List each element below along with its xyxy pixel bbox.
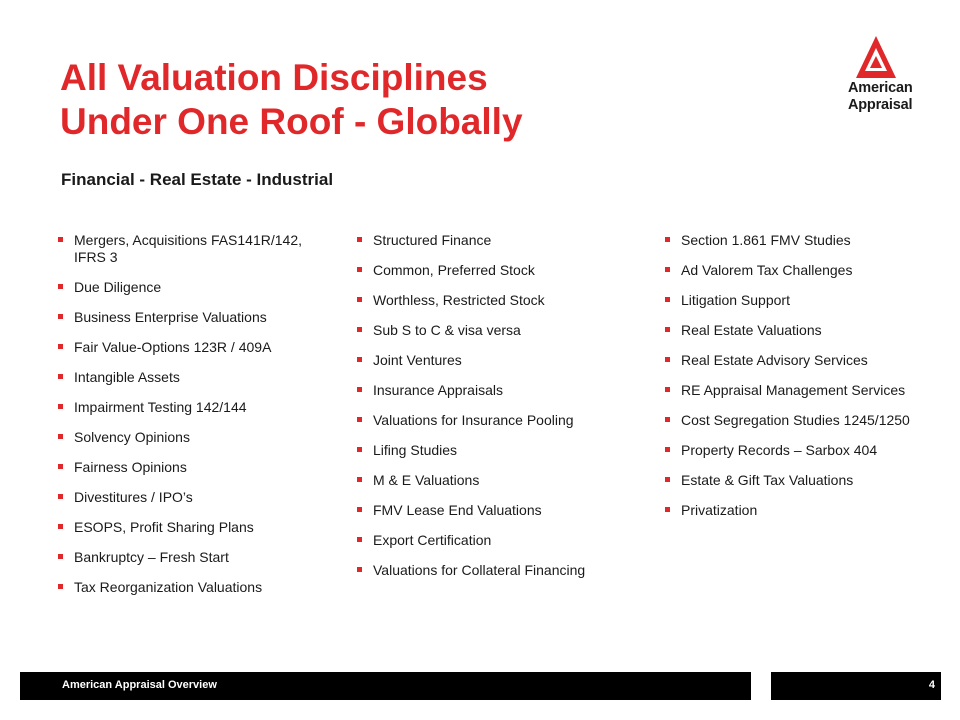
square-bullet-icon — [665, 477, 670, 482]
list-item-label: Structured Finance — [373, 232, 492, 248]
square-bullet-icon — [58, 554, 63, 559]
list-item-label: Mergers, Acquisitions FAS141R/142, IFRS 3 — [74, 232, 303, 265]
slide-title — [60, 56, 820, 144]
list-item-label: Section 1.861 FMV Studies — [681, 232, 851, 248]
services-column-2 — [357, 232, 647, 592]
list-item — [58, 309, 328, 326]
square-bullet-icon — [58, 344, 63, 349]
services-column-1 — [58, 232, 328, 609]
list-item — [357, 502, 647, 519]
square-bullet-icon — [58, 374, 63, 379]
list-item — [357, 532, 647, 549]
list-item-label: Estate & Gift Tax Valuations — [681, 472, 854, 488]
square-bullet-icon — [665, 417, 670, 422]
list-item — [665, 232, 915, 249]
square-bullet-icon — [357, 327, 362, 332]
list-item — [665, 412, 915, 429]
square-bullet-icon — [58, 494, 63, 499]
list-item-label: Solvency Opinions — [74, 429, 190, 445]
square-bullet-icon — [665, 237, 670, 242]
list-item — [58, 489, 328, 506]
list-item — [58, 549, 328, 566]
square-bullet-icon — [58, 284, 63, 289]
list-item-label: Ad Valorem Tax Challenges — [681, 262, 853, 278]
title-line-2: Under One Roof - Globally — [60, 101, 523, 142]
title-line-1: All Valuation Disciplines — [60, 57, 488, 98]
list-item-label: Lifing Studies — [373, 442, 458, 458]
list-item-label: ESOPS, Profit Sharing Plans — [74, 519, 254, 535]
list-item-label: Joint Ventures — [373, 352, 462, 368]
list-item — [665, 262, 915, 279]
list-item — [665, 382, 915, 399]
list-item-label: Divestitures / IPO’s — [74, 489, 193, 505]
list-item-label: Litigation Support — [681, 292, 790, 308]
square-bullet-icon — [58, 237, 63, 242]
square-bullet-icon — [665, 267, 670, 272]
list-item — [357, 322, 647, 339]
list-item-label: Tax Reorganization Valuations — [74, 579, 263, 595]
list-item-label: Insurance Appraisals — [373, 382, 503, 398]
logo-line-2: Appraisal — [848, 97, 913, 113]
square-bullet-icon — [665, 447, 670, 452]
list-item — [357, 412, 647, 429]
list-item — [357, 562, 647, 579]
square-bullet-icon — [357, 267, 362, 272]
services-column-3 — [665, 232, 915, 532]
square-bullet-icon — [357, 507, 362, 512]
list-item — [357, 472, 647, 489]
slide-footer — [20, 672, 941, 700]
list-item — [357, 292, 647, 309]
list-item-label: Common, Preferred Stock — [373, 262, 535, 278]
square-bullet-icon — [357, 477, 362, 482]
page-number: 4 — [928, 679, 935, 691]
square-bullet-icon — [357, 357, 362, 362]
list-item — [58, 429, 328, 446]
list-item-label: Valuations for Collateral Financing — [373, 562, 586, 578]
footer-label: American Appraisal Overview — [62, 679, 217, 691]
square-bullet-icon — [357, 387, 362, 392]
logo-wordmark — [848, 80, 938, 114]
square-bullet-icon — [357, 417, 362, 422]
list-item-label: Fairness Opinions — [74, 459, 187, 475]
list-item-label: Privatization — [681, 502, 758, 518]
list-item-label: Export Certification — [373, 532, 492, 548]
list-item-label: Business Enterprise Valuations — [74, 309, 267, 325]
list-item — [58, 232, 328, 266]
list-item-label: Property Records – Sarbox 404 — [681, 442, 878, 458]
list-item — [665, 442, 915, 459]
square-bullet-icon — [665, 357, 670, 362]
square-bullet-icon — [357, 447, 362, 452]
list-item — [58, 279, 328, 296]
square-bullet-icon — [58, 584, 63, 589]
list-item-label: Real Estate Valuations — [681, 322, 822, 338]
list-item-label: Bankruptcy – Fresh Start — [74, 549, 229, 565]
list-item-label: RE Appraisal Management Services — [681, 382, 906, 398]
square-bullet-icon — [665, 507, 670, 512]
list-item — [58, 339, 328, 356]
square-bullet-icon — [357, 297, 362, 302]
square-bullet-icon — [357, 567, 362, 572]
square-bullet-icon — [58, 404, 63, 409]
list-item — [58, 579, 328, 596]
list-item — [665, 472, 915, 489]
list-item-label: Impairment Testing 142/144 — [74, 399, 247, 415]
square-bullet-icon — [665, 327, 670, 332]
american-appraisal-logo — [846, 34, 936, 126]
square-bullet-icon — [665, 297, 670, 302]
list-item-label: Intangible Assets — [74, 369, 180, 385]
page-number-box — [771, 672, 941, 700]
slide-subtitle: Financial - Real Estate - Industrial — [61, 170, 334, 189]
list-item-label: Cost Segregation Studies 1245/1250 — [681, 412, 910, 428]
list-item — [357, 232, 647, 249]
list-item-label: Sub S to C & visa versa — [373, 322, 521, 338]
square-bullet-icon — [58, 434, 63, 439]
list-item-label: Valuations for Insurance Pooling — [373, 412, 574, 428]
square-bullet-icon — [58, 314, 63, 319]
square-bullet-icon — [58, 524, 63, 529]
list-item — [357, 352, 647, 369]
list-item-label: M & E Valuations — [373, 472, 480, 488]
list-item-label: Fair Value-Options 123R / 409A — [74, 339, 272, 355]
list-item — [665, 502, 915, 519]
list-item — [58, 369, 328, 386]
list-item — [58, 459, 328, 476]
list-item — [665, 292, 915, 309]
list-item-label: Worthless, Restricted Stock — [373, 292, 545, 308]
logo-line-1: American — [848, 80, 913, 96]
list-item — [58, 399, 328, 416]
list-item-label: Real Estate Advisory Services — [681, 352, 868, 368]
list-item — [357, 262, 647, 279]
square-bullet-icon — [665, 387, 670, 392]
footer-bar — [20, 672, 751, 700]
square-bullet-icon — [58, 464, 63, 469]
triangle-logo-icon — [854, 34, 898, 80]
list-item — [58, 519, 328, 536]
list-item — [357, 442, 647, 459]
list-item — [665, 352, 915, 369]
list-item-label: FMV Lease End Valuations — [373, 502, 542, 518]
list-item-label: Due Diligence — [74, 279, 162, 295]
square-bullet-icon — [357, 537, 362, 542]
list-item — [665, 322, 915, 339]
square-bullet-icon — [357, 237, 362, 242]
list-item — [357, 382, 647, 399]
